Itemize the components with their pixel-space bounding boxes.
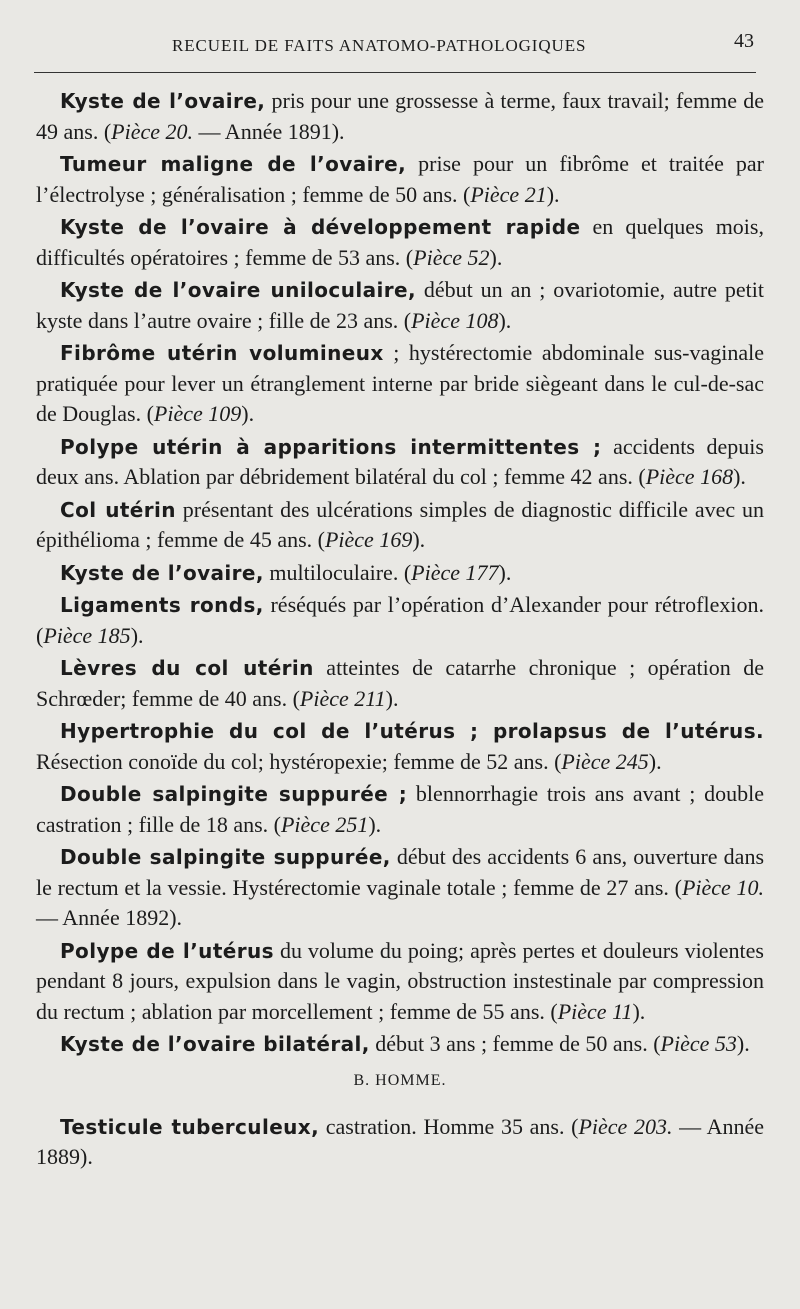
piece-reference: Pièce 169 (324, 527, 413, 552)
entry-paragraph (36, 716, 764, 777)
piece-reference: Pièce 177 (411, 559, 499, 585)
entry-paragraph (36, 86, 764, 147)
running-title: RECUEIL DE FAITS ANATOMO-PATHOLOGIQUES (172, 36, 587, 55)
section-entry-list (36, 1112, 764, 1173)
entry-paragraph (36, 432, 764, 493)
entry-list (36, 86, 764, 1060)
entry-text: en quelques mois, difficultés opératoires ; femme de 53 ans. ( (36, 214, 764, 270)
piece-reference: Pièce 20. (111, 118, 194, 144)
entry-text: blennorrhagie trois ans avant ; double castration ; fille de 18 ans. ( (36, 781, 764, 837)
entry-heading: Ligaments ronds, (60, 593, 264, 617)
entry-text: pris pour une grossesse à terme, faux travail; femme de 49 ans. ( (36, 88, 765, 144)
entry-heading: Double salpingite suppurée, (60, 845, 391, 869)
entry-text: présentant des ulcérations simples de diagnostic difficile avec un épithélioma ; femme de 45 ans. ( (36, 496, 764, 552)
entry-paragraph (36, 1112, 764, 1173)
entry-text: castration. Homme 35 ans. ( (319, 1113, 579, 1139)
piece-reference: Pièce 185 (43, 622, 131, 648)
entry-paragraph (36, 495, 764, 556)
entry-tail: ). (412, 527, 426, 552)
piece-reference: Pièce 11 (557, 998, 633, 1024)
entry-paragraph (36, 936, 764, 1028)
entry-heading: Kyste de l’ovaire uniloculaire, (60, 278, 416, 302)
entry-tail: — Année 1891). (193, 118, 345, 144)
entry-paragraph (36, 1029, 764, 1060)
entry-paragraph (36, 653, 764, 714)
piece-reference: Pièce 251 (280, 811, 369, 837)
page-number: 43 (734, 30, 754, 52)
entry-heading: Double salpingite suppurée ; (60, 782, 408, 806)
entry-heading: Polype utérin à apparitions intermittentes ; (60, 434, 602, 459)
entry-tail: ). (368, 811, 382, 837)
entry-tail: ). (632, 998, 646, 1024)
piece-reference: Pièce 52 (413, 244, 490, 270)
piece-reference: Pièce 245 (561, 748, 649, 774)
entry-text: Résection conoïde du col; hystéropexie; femme de 52 ans. ( (36, 748, 562, 774)
entry-paragraph (36, 149, 764, 210)
entry-heading: Lèvres du col utérin (60, 656, 314, 680)
entry-paragraph (36, 212, 764, 273)
entry-tail: ). (736, 1031, 750, 1056)
entry-paragraph (36, 842, 764, 934)
entry-text: début 3 ans ; femme de 50 ans. ( (369, 1031, 661, 1056)
entry-heading: Polype de l’utérus (60, 938, 274, 963)
entry-heading: Kyste de l’ovaire à développement rapide (60, 215, 581, 239)
entry-tail: — Année 1892). (36, 905, 183, 930)
entry-text: réséqués par l’opération d’Alexander pour rétroflexion. ( (36, 592, 764, 648)
entry-tail: ). (489, 244, 503, 270)
entry-heading: Testicule tuberculeux, (60, 1114, 320, 1139)
entry-text: atteintes de catarrhe chronique ; opération de Schrœder; femme de 40 ans. ( (36, 655, 764, 711)
entry-text: prise pour un fibrôme et traitée par l’électrolyse ; généralisation ; femme de 50 ans. ( (36, 151, 764, 207)
entry-tail: — Année 1889). (36, 1113, 764, 1169)
entry-text: accidents depuis deux ans. Ablation par débridement bilatéral du col ; femme 42 ans. ( (36, 433, 764, 489)
entry-text: début des accidents 6 ans, ouverture dans le rectum et la vessie. Hystérectomie vaginale totale ; femme de 27 ans. ( (36, 844, 764, 900)
entry-tail: ). (130, 622, 144, 648)
entry-tail: ). (241, 401, 255, 426)
entry-heading: Tumeur maligne de l’ovaire, (60, 152, 407, 176)
entry-paragraph (36, 590, 764, 651)
entry-tail: ). (546, 181, 560, 207)
entry-text: ; hystérectomie abdominale sus-vaginale pratiquée pour lever un étranglement interne par bride siègeant dans le cul-de-sac de Douglas. ( (36, 340, 764, 426)
entry-paragraph (36, 779, 764, 840)
entry-tail: ). (733, 464, 746, 489)
entry-heading: Col utérin (60, 497, 176, 522)
piece-reference: Pièce 203. (578, 1113, 673, 1139)
entry-tail: ). (385, 685, 399, 711)
piece-reference: Pièce 10. (681, 874, 764, 900)
entry-tail: ). (498, 559, 512, 585)
running-head (0, 28, 800, 64)
header-rule (34, 72, 756, 73)
entry-text: multiloculaire. ( (263, 559, 412, 585)
entry-heading: Kyste de l’ovaire, (60, 560, 264, 585)
piece-reference: Pièce 53 (660, 1031, 737, 1056)
entry-tail: ). (498, 307, 512, 333)
piece-reference: Pièce 168 (645, 464, 734, 489)
entry-tail: ). (648, 748, 662, 774)
page-body (36, 86, 764, 1175)
entry-heading: Fibrôme utérin volumineux (60, 341, 384, 365)
entry-paragraph (36, 275, 764, 336)
piece-reference: Pièce 211 (299, 685, 386, 711)
piece-reference: Pièce 109 (153, 401, 242, 426)
entry-text: début un an ; ovariotomie, autre petit kyste dans l’autre ovaire ; fille de 23 ans. ( (36, 277, 764, 333)
entry-text: du volume du poing; après pertes et douleurs violentes pendant 8 jours, expulsion dans le vagin, obstruction instestinale par compression du rectum ; ablation par morcellement ; femme de 55 ans. ( (36, 937, 764, 1024)
entry-heading: Kyste de l’ovaire, (60, 89, 266, 113)
piece-reference: Pièce 21 (470, 181, 547, 207)
piece-reference: Pièce 108 (411, 307, 499, 333)
entry-heading: Hypertrophie du col de l’utérus ; prolapsus de l’utérus. (60, 719, 764, 743)
entry-paragraph (36, 338, 764, 430)
entry-heading: Kyste de l’ovaire bilatéral, (60, 1032, 370, 1056)
section-heading: B. HOMME. (353, 1071, 447, 1089)
entry-paragraph (36, 558, 764, 589)
